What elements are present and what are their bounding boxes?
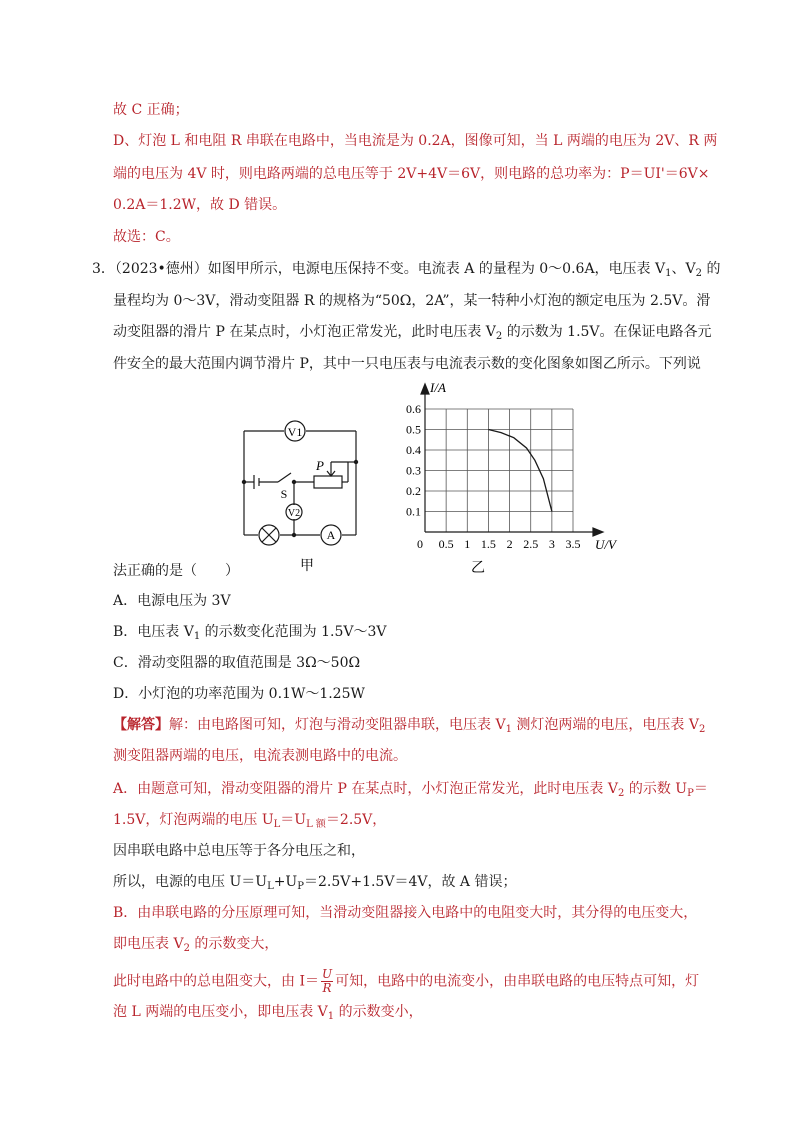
x-tick-label: 0.5 (438, 537, 454, 551)
x-tick-label: 2 (506, 537, 513, 551)
y-tick-label: 0.2 (406, 484, 421, 498)
answer-line-1: 【解答】解：由电路图可知，灯泡与滑动变阻器串联，电压表 $V_1$ 测灯泡两端的电压，电压表 $V_2$ (113, 717, 706, 735)
answer-b-line-2: 即电压表 $V_2$ 的示数变大， (113, 936, 279, 954)
prev-line-2: D、灯泡 L 和电阻 R 串联在电路中，当电流是为 0.2A，图像可知，当 L 两端的电压为 2V、R 两 (113, 133, 718, 149)
x-tick-label: 1.5 (480, 537, 496, 551)
answer-b-line-1: B．由串联电路的分压原理可知，当滑动变阻器接入电路中的电阻变大时，其分得的电压变大， (113, 905, 698, 921)
x-tick-label: 1 (464, 537, 471, 551)
y-axis-label: I/A (430, 380, 446, 395)
prev-line-4: 0.2A＝1.2W，故 D 错误。 (113, 197, 287, 213)
answer-a-line-4: 所以，电源的电压 $U=U_L+U_P=2.5V+1.5V=4V$，故 A 错误； (113, 874, 517, 892)
question-line-1: 3．（2023•德州）如图甲所示，电源电压保持不变。电流表 A 的量程为 0～0.6A，电压表 $V_1$、$V_2$ 的 (92, 261, 721, 279)
option-a[interactable]: A．电源电压为 3V (113, 593, 231, 609)
question-line-2: 量程均为 0～3V，滑动变阻器 R 的规格为“50Ω，2A”，某一特种小灯泡的额定电压为 2.5V。滑 (113, 293, 711, 309)
fraction-u-over-r: $\frac{U}{R}$ (321, 967, 333, 995)
y-tick-label: 0.1 (406, 504, 421, 519)
y-tick-label: 0.5 (406, 422, 421, 437)
answer-a-line-2: 1.5V，灯泡两端的电压 $U_L=U_{L 额}=2.5V$， (113, 812, 387, 830)
v1-meter-label: V1 (287, 425, 303, 439)
answer-b-line-3: 此时电路中的总电阻变大，由 I＝ $\frac{U}{R}$ 可知，电路中的电流变小，由串联电路的电压特点可知，灯 (113, 967, 700, 995)
origin-label: 0 (417, 537, 423, 551)
question-line-3: 动变阻器的滑片 P 在某点时，小灯泡正常发光，此时电压表 $V_2$ 的示数为 1.5V。在保证电路各元 (113, 324, 712, 342)
circuit-diagram (236, 415, 366, 575)
iu-graph (400, 378, 625, 578)
slider-label: P (316, 458, 324, 473)
prev-line-5: 故选：C。 (113, 229, 180, 245)
v2-meter-label: V2 (287, 508, 301, 519)
option-b[interactable]: B．电压表 $V_1$ 的示数变化范围为 1.5V～3V (113, 624, 387, 642)
circuit-caption: 甲 (300, 559, 314, 574)
y-tick-label: 0.3 (406, 463, 421, 478)
answer-a-line-1: A．由题意可知，滑动变阻器的滑片 P 在某点时，小灯泡正常发光，此时电压表 $V_2$ 的示数 $U_P=$ (113, 781, 708, 799)
option-d[interactable]: D．小灯泡的功率范围为 0.1W～1.25W (113, 686, 365, 702)
ammeter-label: A (326, 528, 336, 542)
question-line-4: 件安全的最大范围内调节滑片 P，其中一只电压表与电流表示数的变化图象如图乙所示。下列说 (113, 356, 701, 372)
x-tick-label: 3 (548, 537, 555, 551)
x-axis-label: U/V (595, 537, 616, 552)
prev-line-3: 端的电压为 4V 时，则电路两端的总电压等于 2V+4V＝6V，则电路的总功率为：P＝UI'＝6V× (113, 166, 710, 182)
x-tick-label: 3.5 (565, 537, 581, 551)
option-c[interactable]: C．滑动变阻器的取值范围是 3Ω～50Ω (113, 655, 361, 671)
answer-b-line-4: 泡 L 两端的电压变小，即电压表 $V_1$ 的示数变小， (113, 1004, 423, 1022)
answer-a-line-3: 因串联电路中总电压等于各分电压之和， (113, 843, 365, 859)
prev-line-1: 故 C 正确； (113, 102, 189, 118)
answer-line-2: 测变阻器两端的电压，电流表测电路中的电流。 (113, 748, 407, 764)
answer-tag: 【解答】 (113, 717, 169, 733)
y-tick-label: 0.6 (406, 402, 421, 416)
x-tick-label: 2.5 (523, 537, 539, 551)
switch-label: S (280, 487, 288, 501)
question-line-5: 法正确的是（ ） (113, 563, 239, 579)
question-number: 3． (92, 261, 115, 277)
y-tick-label: 0.4 (406, 443, 421, 457)
graph-caption: 乙 (471, 561, 485, 576)
